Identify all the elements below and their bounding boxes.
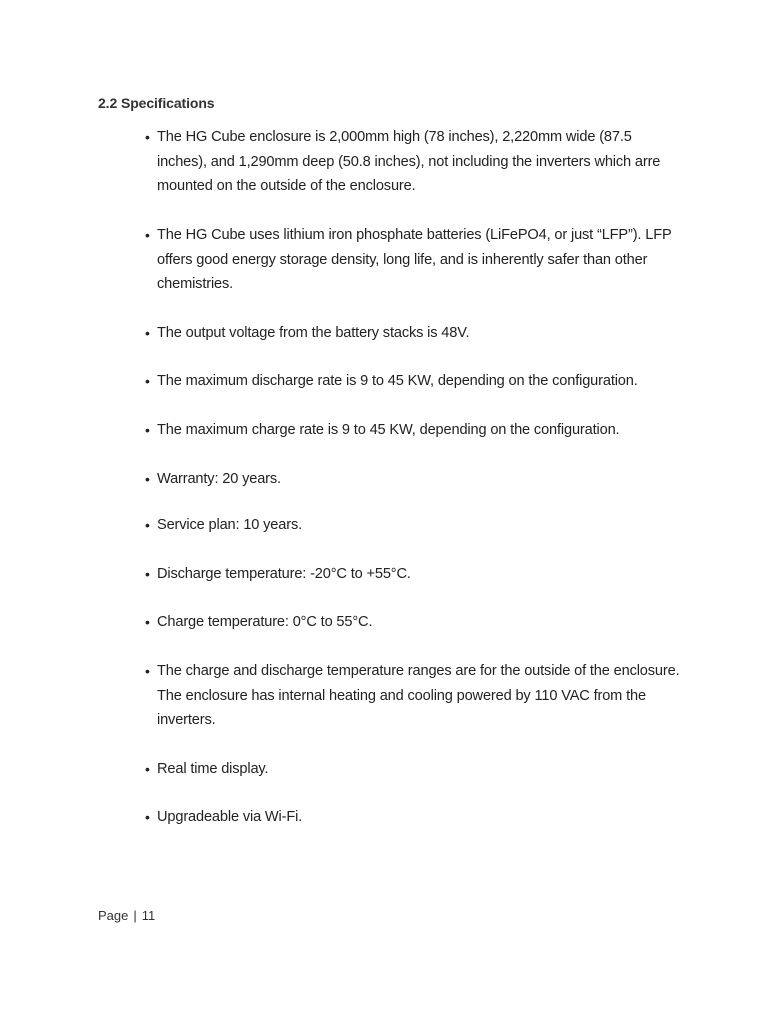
- spec-text: Service plan: 10 years.: [157, 517, 302, 533]
- spec-text: Warranty: 20 years.: [157, 471, 281, 487]
- spec-text: The charge and discharge temperature ranges are for the outside of the enclosure. The enclosure has internal heating and cooling powered by 110 VAC from the inverters.: [157, 663, 680, 728]
- page-number: 11: [141, 908, 156, 923]
- list-item: [145, 125, 685, 199]
- section-heading: 2.2 Specifications: [98, 95, 215, 111]
- list-item: [145, 513, 685, 538]
- bullet-icon: •: [145, 325, 150, 341]
- bullet-icon: •: [145, 471, 150, 487]
- spec-text: The output voltage from the battery stacks is 48V.: [157, 325, 470, 341]
- list-item: [145, 321, 685, 346]
- page-separator: |: [133, 908, 137, 923]
- list-item: [145, 610, 685, 635]
- bullet-icon: •: [145, 373, 150, 389]
- bullet-icon: •: [145, 761, 150, 777]
- spec-text: The HG Cube enclosure is 2,000mm high (78 inches), 2,220mm wide (87.5 inches), and 1,290mm deep (50.8 inches), not including the inverters which arre mounted on the outside of the enclosure.: [157, 129, 661, 194]
- list-item: [145, 562, 685, 587]
- bullet-icon: •: [145, 129, 150, 145]
- page-footer: [98, 908, 155, 923]
- spec-text: Real time display.: [157, 761, 269, 777]
- bullet-icon: •: [145, 614, 150, 630]
- spec-text: Charge temperature: 0°C to 55°C.: [157, 614, 373, 630]
- bullet-icon: •: [145, 422, 150, 438]
- list-item: [145, 805, 685, 830]
- spec-text: The maximum discharge rate is 9 to 45 KW, depending on the configuration.: [157, 373, 638, 389]
- list-item: [145, 757, 685, 782]
- spec-text: The HG Cube uses lithium iron phosphate batteries (LiFePO4, or just “LFP”). LFP offers good energy storage density, long life, and is inherently safer than other chemistries.: [157, 227, 672, 292]
- spec-text: The maximum charge rate is 9 to 45 KW, depending on the configuration.: [157, 422, 620, 438]
- list-item: [145, 418, 685, 443]
- list-item: [145, 223, 685, 297]
- bullet-icon: •: [145, 663, 150, 679]
- list-item: [145, 467, 685, 492]
- spec-text: Discharge temperature: -20°C to +55°C.: [157, 566, 411, 582]
- bullet-icon: •: [145, 517, 150, 533]
- bullet-icon: •: [145, 566, 150, 582]
- page-label: Page: [98, 908, 129, 923]
- bullet-icon: •: [145, 227, 150, 243]
- list-item: [145, 659, 685, 733]
- spec-text: Upgradeable via Wi-Fi.: [157, 809, 303, 825]
- list-item: [145, 369, 685, 394]
- bullet-icon: •: [145, 809, 150, 825]
